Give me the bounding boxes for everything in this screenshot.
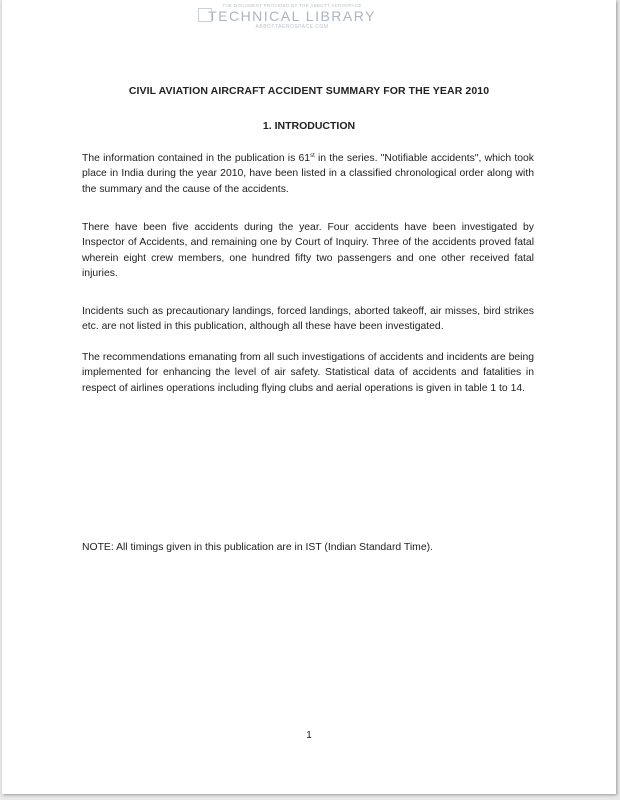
- section-heading: 1. INTRODUCTION: [262, 120, 356, 132]
- ordinal-suffix: st: [310, 153, 315, 159]
- technical-library-watermark: [192, 3, 392, 31]
- document-title: CIVIL AVIATION AIRCRAFT ACCIDENT SUMMARY FOR THE YEAR 2010: [128, 85, 490, 97]
- document-page: [2, 0, 616, 794]
- library-logo-icon: [198, 8, 212, 22]
- paragraph-introduction: [82, 151, 534, 197]
- paragraph-introduction-part1: The information contained in the publication is 61: [82, 153, 311, 164]
- watermark-top-line: THE DOCUMENT PROVIDED BY THE ABBOTT AEROSPACE: [222, 3, 362, 8]
- paragraph-recommendations: The recommendations emanating from all such investigations of accidents and incidents are being implemented for enhancing the level of air safety. Statistical data of accidents and fatalities in respect of airlines operations including flying clubs and aerial operations is given in table 1 to 14.: [82, 352, 534, 394]
- watermark-url: ABBOTTAEROSPACE.COM: [255, 24, 329, 30]
- page-number: 1: [306, 730, 312, 741]
- timing-note: NOTE: All timings given in this publication are in IST (Indian Standard Time).: [82, 542, 433, 553]
- paragraph-introduction-part2: in the series. "Notifiable accidents", which took place in India during the year 2010, have been listed in a classified chronological order along with the summary and the cause of the accidents.: [82, 153, 534, 195]
- watermark-main-text: TECHNICAL LIBRARY: [208, 8, 376, 24]
- paragraph-accidents: There have been five accidents during the year. Four accidents have been investigated by Inspector of Accidents, and remaining one by Court of Inquiry. Three of the accidents proved fatal wherein eight crew members, one hundred fifty two passengers and one other received fatal injuries.: [82, 222, 534, 279]
- paragraph-incidents: Incidents such as precautionary landings, forced landings, aborted takeoff, air misses, bird strikes etc. are not listed in this publication, although all these have been investigated.: [82, 306, 534, 333]
